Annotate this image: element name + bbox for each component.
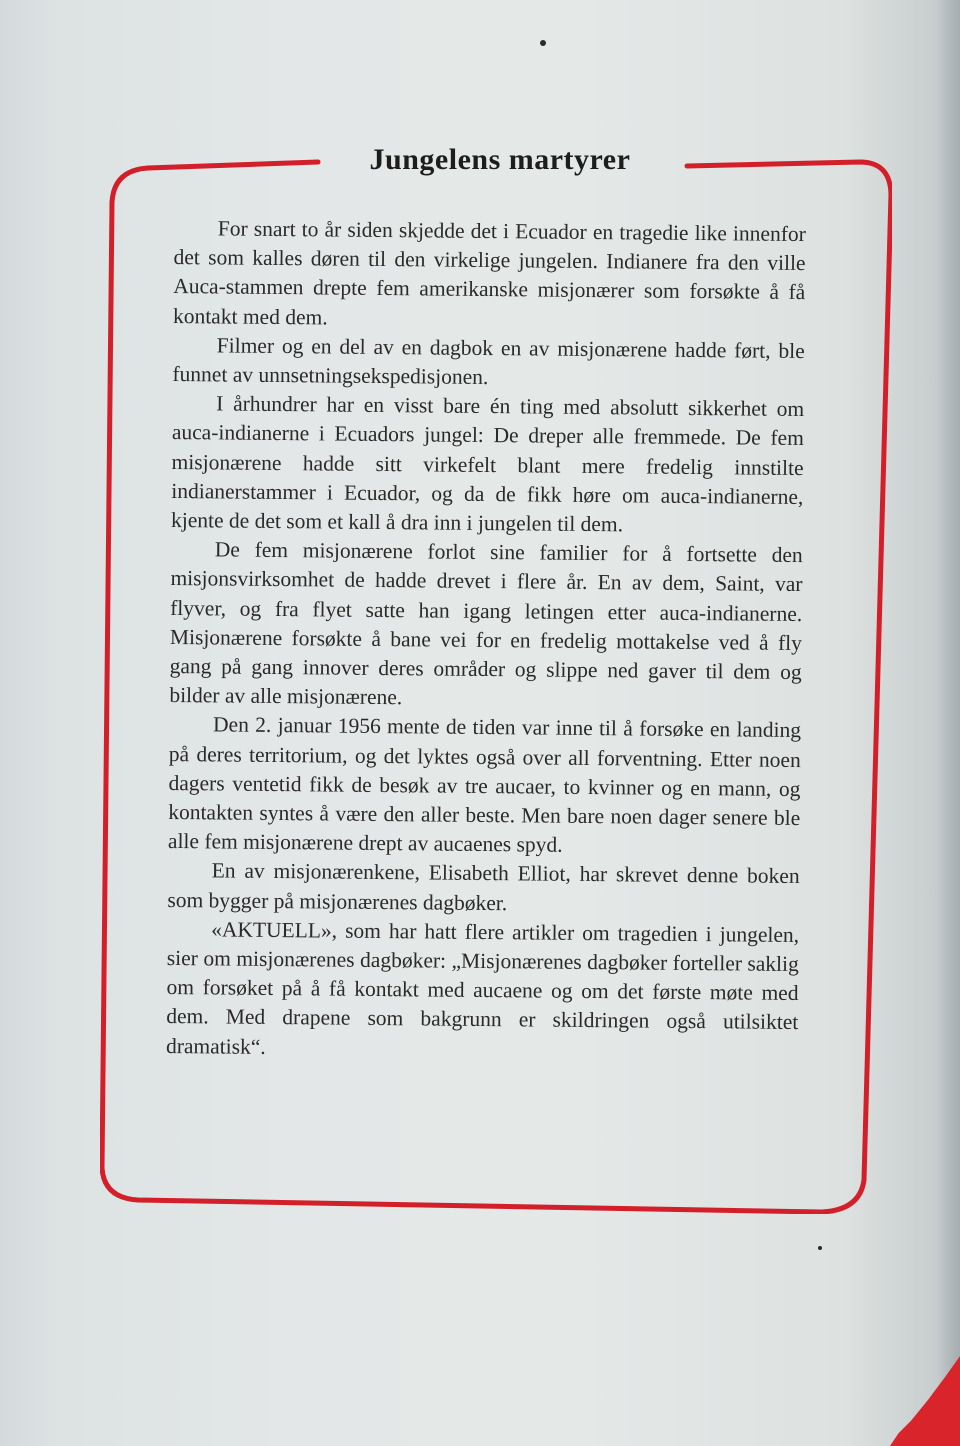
paper-speck (818, 1246, 822, 1250)
paragraph: For snart to år siden skjedde det i Ecuador en tragedie like innenfor det som kalles døren til den virkelige jungelen. Indianere fra den ville Auca-stammen drepte fem amerikanske misjonærer som forsøkte å få kontakt med dem. (172, 216, 806, 330)
blurb-text (166, 214, 806, 1067)
frame-bottom-border (102, 1168, 864, 1212)
paragraph: «AKTUELL», som har hatt flere artikler om tragedien i jungelen, sier om misjonærenes dagbøker: „Misjonærenes dagbøker forteller saklig om forsøket på å få kontakt med aucaene og om det første møte med dem. Med drapene som bakgrunn er skildringen også utilsiktet dramatisk“. (165, 917, 800, 1059)
page-title: Jungelens martyrer (369, 143, 631, 176)
paragraph: En av misjonærenkene, Elisabeth Elliot, har skrevet denne boken som bygger på misjonærenes dagbøker. (167, 858, 800, 915)
paragraph: Den 2. januar 1956 mente de tiden var inne til å forsøke en landing på deres territorium, og det lyktes også over all forventning. Etter noen dagers ventetid fikk de besøk av tre aucaer, to kvinner og en mann, og kontakten syntes å være den aller beste. Men bare noen dager senere ble alle fem misjonærene drept av aucaenes spyd. (167, 712, 802, 858)
paragraph: Filmer og en del av en dagbok en av misjonærene hadde ført, ble funnet av unnsetningsekspedisjonen. (172, 333, 805, 390)
torn-page-edge (938, 0, 960, 1446)
paragraph: I århundrer har en visst bare én ting med absolutt sikkerhet om auca-indianerne i Ecuadors jungel: De dreper alle fremmede. De fem misjonærene hadde sitt virkefelt blant mere fredelig innstilte indianerstammer i Ecuador, og da de fikk høre om auca-indianerne, kjente de det som et kall å dra inn i jungelen til dem. (170, 391, 805, 537)
paper-speck (540, 40, 546, 46)
paragraph: De fem misjonærene forlot sine familier for å fortsette den misjonsvirksomhet de hadde drevet i flere år. En av dem, Saint, var flyver, og fra flyet satte han igang letingen etter auca-indianerne. Misjonærene forsøkte å bane vei for en fredelig mottakelse ved å fly gang på gang innover deres områder og slippe ned gaver til dem og bilder av alle misjonærene. (169, 537, 803, 710)
